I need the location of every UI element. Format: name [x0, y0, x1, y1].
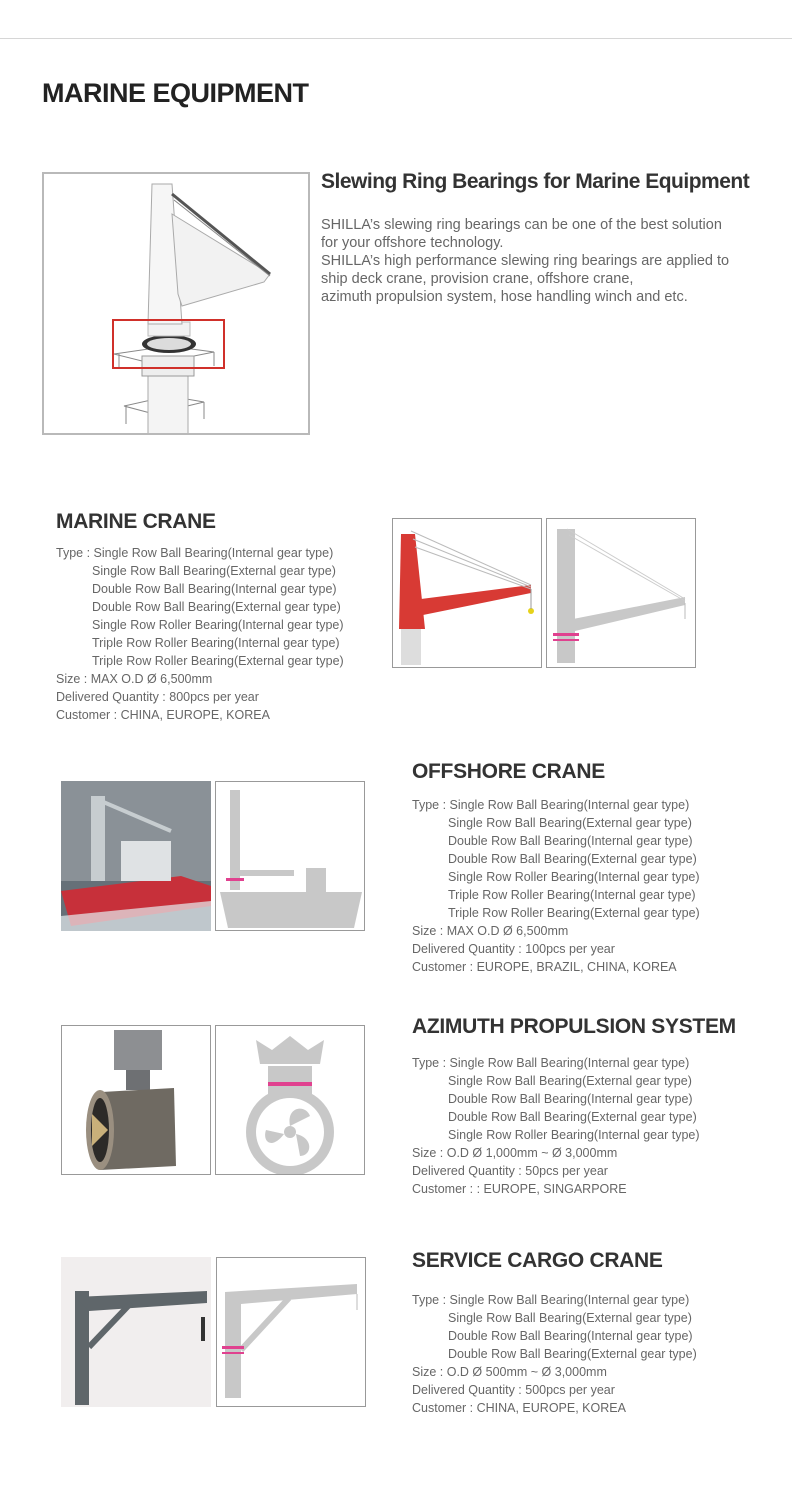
- azimuth-diagram: [215, 1025, 365, 1175]
- type-item: Single Row Ball Bearing(External gear type): [448, 1074, 692, 1088]
- quantity-spec: Delivered Quantity : 100pcs per year: [412, 942, 615, 956]
- type-item: Single Row Roller Bearing(Internal gear type): [448, 1128, 700, 1142]
- size-spec: Size : O.D Ø 1,000mm ~ Ø 3,000mm: [412, 1146, 618, 1160]
- type-item: Single Row Ball Bearing(External gear type): [448, 1311, 692, 1325]
- azimuth-title: AZIMUTH PROPULSION SYSTEM: [412, 1015, 736, 1038]
- azimuth-photo: [61, 1025, 211, 1175]
- type-label: Type :: [56, 546, 94, 560]
- type-item: Single Row Ball Bearing(Internal gear type): [93, 546, 334, 560]
- type-label: Type :: [412, 1293, 450, 1307]
- azimuth-specs: [412, 1054, 700, 1198]
- quantity-spec: Delivered Quantity : 800pcs per year: [56, 690, 259, 704]
- intro-line: SHILLA’s high performance slewing ring bearings are applied to: [321, 253, 730, 269]
- type-item: Single Row Ball Bearing(Internal gear type): [449, 798, 690, 812]
- type-item: Single Row Ball Bearing(External gear type): [92, 564, 336, 578]
- size-spec: Size : MAX O.D Ø 6,500mm: [412, 924, 569, 938]
- service-cargo-crane-title: SERVICE CARGO CRANE: [412, 1249, 663, 1272]
- type-item: Single Row Ball Bearing(Internal gear type): [449, 1293, 690, 1307]
- customer-spec: Customer : EUROPE, BRAZIL, CHINA, KOREA: [412, 960, 677, 974]
- type-item: Triple Row Roller Bearing(Internal gear type): [92, 636, 340, 650]
- service-cargo-crane-specs: [412, 1291, 697, 1417]
- slewing-bearing-highlight-box: [112, 319, 225, 369]
- intro-line: ship deck crane, provision crane, offshore crane,: [321, 271, 634, 287]
- customer-spec: Customer : : EUROPE, SINGARPORE: [412, 1182, 627, 1196]
- service-cargo-crane-photo: [61, 1257, 211, 1407]
- type-item: Double Row Ball Bearing(External gear type): [448, 852, 697, 866]
- marine-crane-photo: [392, 518, 542, 668]
- intro-line: azimuth propulsion system, hose handling winch and etc.: [321, 289, 688, 305]
- type-item: Single Row Roller Bearing(Internal gear type): [92, 618, 344, 632]
- quantity-spec: Delivered Quantity : 500pcs per year: [412, 1383, 615, 1397]
- type-item: Double Row Ball Bearing(External gear type): [448, 1347, 697, 1361]
- type-item: Double Row Ball Bearing(Internal gear type): [448, 1092, 693, 1106]
- type-item: Triple Row Roller Bearing(External gear type): [448, 906, 700, 920]
- type-item: Single Row Roller Bearing(Internal gear type): [448, 870, 700, 884]
- offshore-crane-title: OFFSHORE CRANE: [412, 760, 605, 783]
- type-item: Double Row Ball Bearing(Internal gear type): [448, 1329, 693, 1343]
- offshore-crane-photo: [61, 781, 211, 931]
- intro-title: Slewing Ring Bearings for Marine Equipment: [321, 170, 750, 193]
- type-item: Single Row Ball Bearing(Internal gear type): [449, 1056, 690, 1070]
- size-spec: Size : MAX O.D Ø 6,500mm: [56, 672, 213, 686]
- type-item: Double Row Ball Bearing(Internal gear type): [448, 834, 693, 848]
- marine-crane-title: MARINE CRANE: [56, 510, 216, 533]
- type-label: Type :: [412, 798, 450, 812]
- size-spec: Size : O.D Ø 500mm ~ Ø 3,000mm: [412, 1365, 607, 1379]
- intro-line: SHILLA’s slewing ring bearings can be one of the best solution: [321, 217, 722, 233]
- type-item: Double Row Ball Bearing(Internal gear type): [92, 582, 337, 596]
- type-item: Triple Row Roller Bearing(External gear type): [92, 654, 344, 668]
- offshore-crane-specs: [412, 796, 700, 976]
- type-item: Double Row Ball Bearing(External gear type): [448, 1110, 697, 1124]
- marine-crane-diagram: [546, 518, 696, 668]
- customer-spec: Customer : CHINA, EUROPE, KOREA: [56, 708, 270, 722]
- type-label: Type :: [412, 1056, 450, 1070]
- top-divider: [0, 38, 792, 39]
- type-item: Triple Row Roller Bearing(Internal gear type): [448, 888, 696, 902]
- intro-line: for your offshore technology.: [321, 235, 504, 251]
- service-cargo-crane-diagram: [216, 1257, 366, 1407]
- quantity-spec: Delivered Quantity : 50pcs per year: [412, 1164, 608, 1178]
- page-title: MARINE EQUIPMENT: [42, 78, 309, 108]
- intro-description: [321, 216, 761, 306]
- customer-spec: Customer : CHINA, EUROPE, KOREA: [412, 1401, 626, 1415]
- type-item: Single Row Ball Bearing(External gear type): [448, 816, 692, 830]
- hero-crane-image: [42, 172, 310, 435]
- type-item: Double Row Ball Bearing(External gear type): [92, 600, 341, 614]
- offshore-crane-diagram: [215, 781, 365, 931]
- marine-crane-specs: [56, 544, 344, 724]
